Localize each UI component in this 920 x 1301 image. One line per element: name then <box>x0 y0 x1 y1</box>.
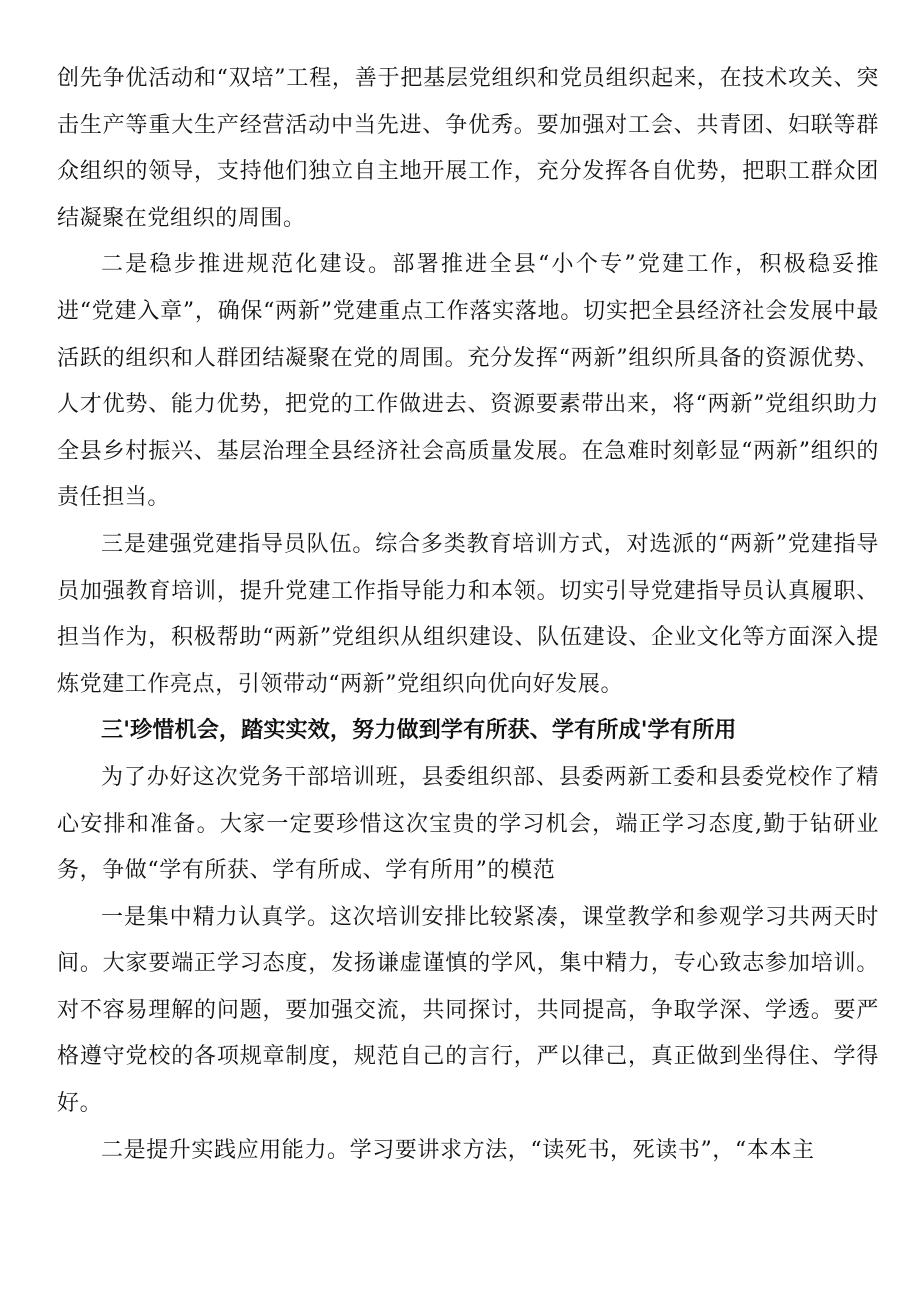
paragraph-practice: 二是提升实践应用能力。学习要讲求方法，“读死书，死读书”，“本本主 <box>101 1137 815 1163</box>
paragraph-standardization: 二是稳步推进规范化建设。部署推进全县“小个专”党建工作，积极稳妥推进“党建入章”，确保“两新”党建重点工作落实落地。切实把全县经济社会发展中最活跃的组织和人群团结凝聚在党的周围。充分发挥“两新”组织所具备的资源优势、人才优势、能力优势，把党的工作做进去、资源要素带出来，将“两新”党组织助力全县乡村振兴、基层治理全县经济社会高质量发展。在急难时刻彰显“两新”组织的责任担当。 <box>57 252 879 511</box>
paragraph-instructor-team: 三是建强党建指导员队伍。综合多类教育培训方式，对选派的“两新”党建指导员加强教育培训，提升党建工作指导能力和本领。切实引导党建指导员认真履职、担当作为，积极帮助“两新”党组织从组织建设、队伍建设、企业文化等方面深入提炼党建工作亮点，引领带动“两新”党组织向优向好发展。 <box>57 531 879 697</box>
paragraph-continuation: 创先争优活动和“双培”工程，善于把基层党组织和党员组织起来，在技术攻关、突击生产等重大生产经营活动中当先进、争优秀。要加强对工会、共青团、妇联等群众组织的领导，支持他们独立自主地开展工作，充分发挥各自优势，把职工群众团结凝聚在党组织的周围。 <box>57 66 879 231</box>
document-page <box>57 56 879 1174</box>
paragraph-focus-study: 一是集中精力认真学。这次培训安排比较紧凑，课堂教学和参观学习共两天时间。大家要端正学习态度，发扬谦虚谨慎的学风，集中精力，专心致志参加培训。对不容易理解的问题，要加强交流，共同探讨，共同提高，争取学深、学透。要严格遵守党校的各项规章制度，规范自己的言行，严以律己，真正做到坐得住、学得好。 <box>57 904 879 1117</box>
paragraph-training-intro: 为了办好这次党务干部培训班，县委组织部、县委两新工委和县委党校作了精心安排和准备。大家一定要珍惜这次宝贵的学习机会，端正学习态度,勤于钻研业务，争做“学有所获、学有所成、学有所用”的模范 <box>57 764 879 884</box>
section-heading: 三'珍惜机会，踏实实效，努力做到学有所获、学有所成'学有所用 <box>101 718 737 744</box>
